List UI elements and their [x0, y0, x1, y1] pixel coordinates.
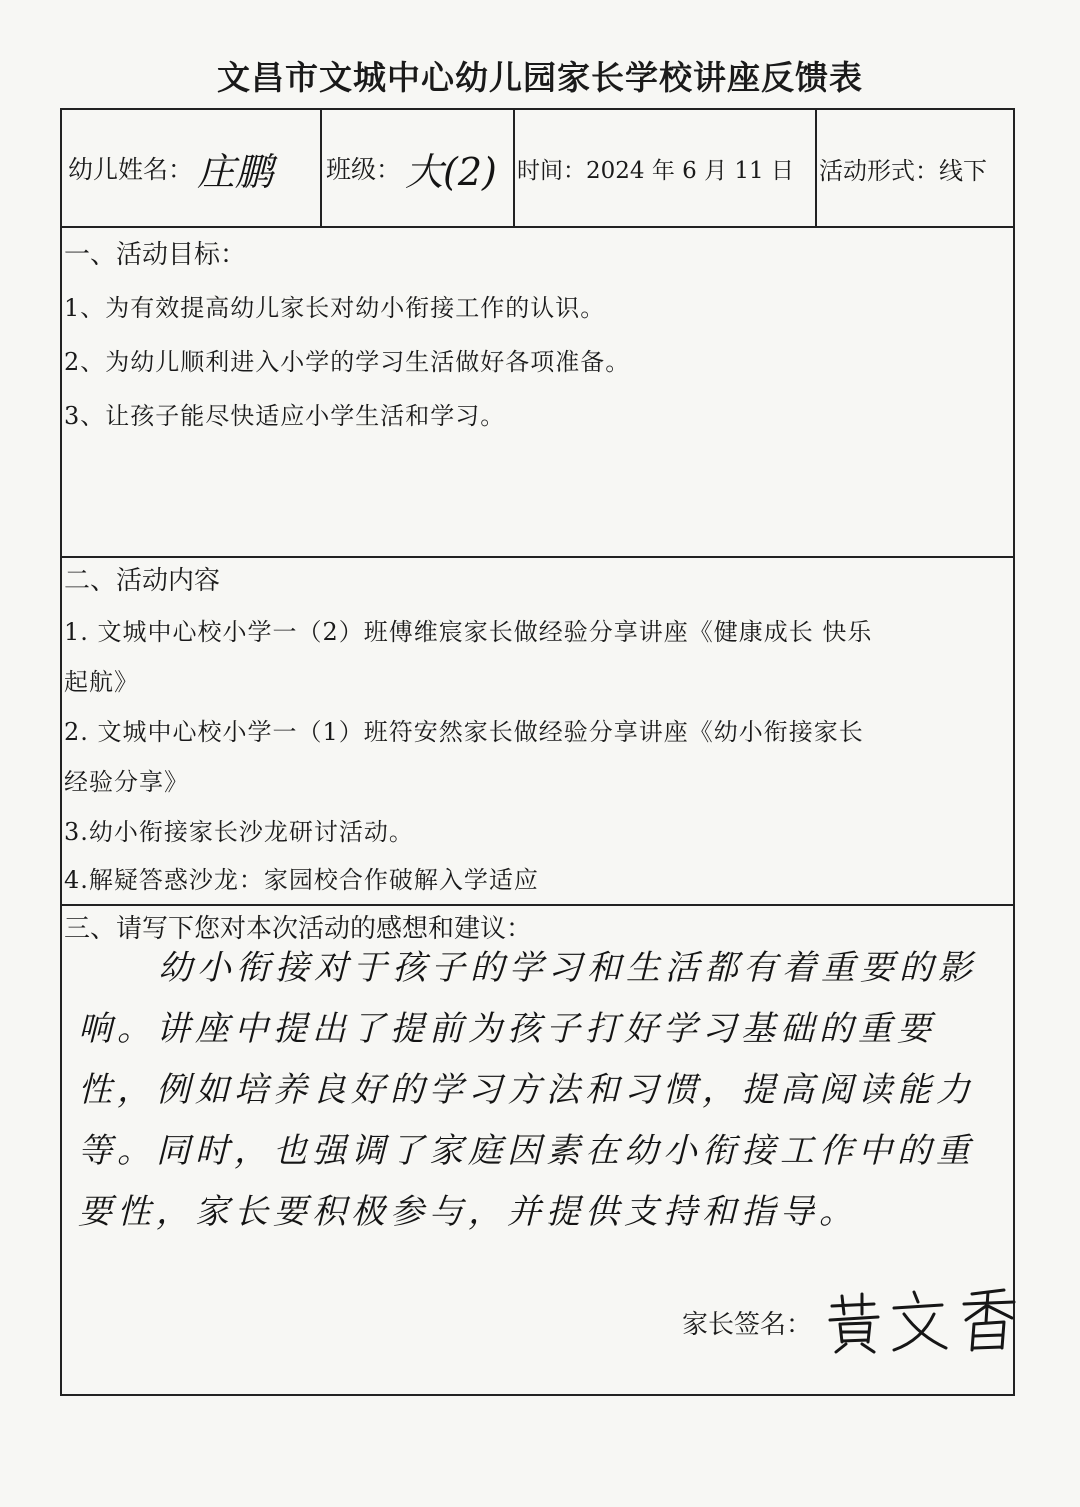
- goals-title: 一、活动目标：: [64, 240, 247, 270]
- feedback-section: [62, 906, 1013, 1396]
- content-item: 起航》: [64, 668, 139, 696]
- form-title: 文昌市文城中心幼儿园家长学校讲座反馈表: [217, 58, 863, 97]
- handwritten-feedback: 幼小衔接对于孩子的学习和生活都有着重要的影响。讲座中提出了提前为孩子打好学习基础的重要性，例如培养良好的学习方法和习惯，提高阅读能力等。同时，也强调了家庭因素在幼小衔接工作中的重要性，家长要积极参与，并提供支持和指导。: [78, 948, 977, 1232]
- content-item: 经验分享》: [64, 768, 189, 796]
- child-name-value: 庄鹏: [197, 149, 274, 194]
- class-cell: [322, 110, 515, 226]
- content-item: 4.解疑答惑沙龙：家园校合作破解入学适应: [64, 866, 539, 894]
- feedback-form: [60, 108, 1015, 1396]
- child-name-cell: [62, 110, 322, 226]
- format-cell: [817, 110, 1015, 226]
- class-label: 班级：: [326, 155, 402, 184]
- info-row: [62, 110, 1013, 228]
- parent-signature: [822, 1284, 1022, 1354]
- content-item: 1. 文城中心校小学一（2）班傅维宸家长做经验分享讲座《健康成长 快乐: [64, 618, 873, 646]
- content-item: 3.幼小衔接家长沙龙研讨活动。: [64, 818, 414, 846]
- signature-label: 家长签名：: [682, 1310, 813, 1340]
- content-section: [62, 558, 1013, 906]
- time-cell: [515, 110, 817, 226]
- child-name-label: 幼儿姓名：: [68, 155, 194, 184]
- format-label: 活动形式：线下: [819, 156, 987, 185]
- time-label: 时间：2024 年 6 月 11 日: [517, 157, 794, 184]
- goal-item: 1、为有效提高幼儿家长对幼小衔接工作的认识。: [64, 294, 606, 322]
- class-value: 大(2): [405, 149, 497, 194]
- goal-item: 2、为幼儿顺利进入小学的学习生活做好各项准备。: [64, 348, 631, 376]
- feedback-title: 三、请写下您对本次活动的感想和建议：: [64, 914, 533, 944]
- goal-item: 3、让孩子能尽快适应小学生活和学习。: [64, 402, 506, 430]
- goals-section: [62, 228, 1013, 558]
- content-item: 2. 文城中心校小学一（1）班符安然家长做经验分享讲座《幼小衔接家长: [64, 718, 864, 746]
- content-title: 二、活动内容: [64, 566, 221, 596]
